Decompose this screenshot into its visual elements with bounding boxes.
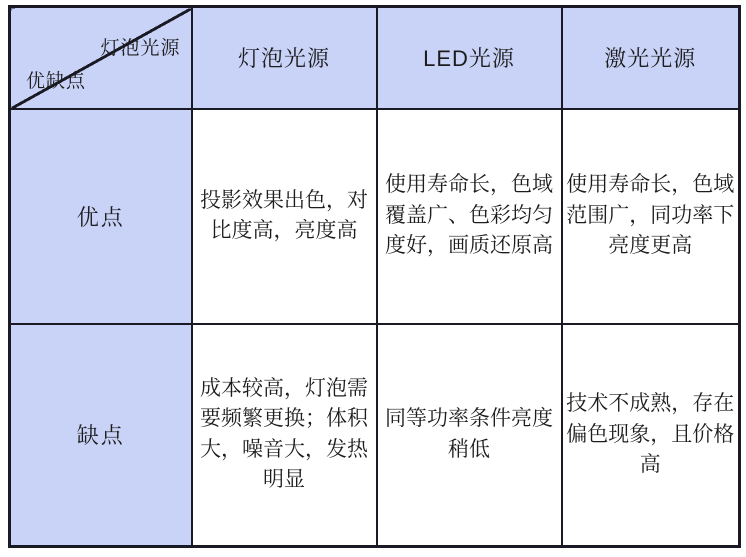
cell-laser-advantages: 使用寿命长，色域范围广，同功率下亮度更高 bbox=[562, 109, 740, 324]
header-row bbox=[10, 7, 740, 109]
column-header-laser: 激光光源 bbox=[562, 7, 740, 109]
light-source-comparison-table bbox=[8, 5, 741, 548]
cell-laser-disadvantages: 技术不成熟，存在偏色现象，且价格高 bbox=[562, 324, 740, 547]
cell-led-advantages: 使用寿命长，色域覆盖广、色彩均匀度好，画质还原高 bbox=[377, 109, 562, 324]
row-header-advantages: 优点 bbox=[10, 109, 192, 324]
corner-bottom-label: 优缺点 bbox=[26, 70, 87, 92]
cell-bulb-disadvantages: 成本较高，灯泡需要频繁更换；体积大，噪音大，发热明显 bbox=[192, 324, 377, 547]
corner-top-label: 灯泡光源 bbox=[100, 38, 181, 59]
column-header-bulb: 灯泡光源 bbox=[192, 7, 377, 109]
cell-bulb-advantages: 投影效果出色，对比度高，亮度高 bbox=[192, 109, 377, 324]
row-header-disadvantages: 缺点 bbox=[10, 324, 192, 547]
advantages-row bbox=[10, 109, 740, 324]
cell-led-disadvantages: 同等功率条件亮度稍低 bbox=[377, 324, 562, 547]
column-header-led: LED光源 bbox=[377, 7, 562, 109]
corner-diagonal-cell bbox=[10, 7, 192, 109]
disadvantages-row bbox=[10, 324, 740, 547]
